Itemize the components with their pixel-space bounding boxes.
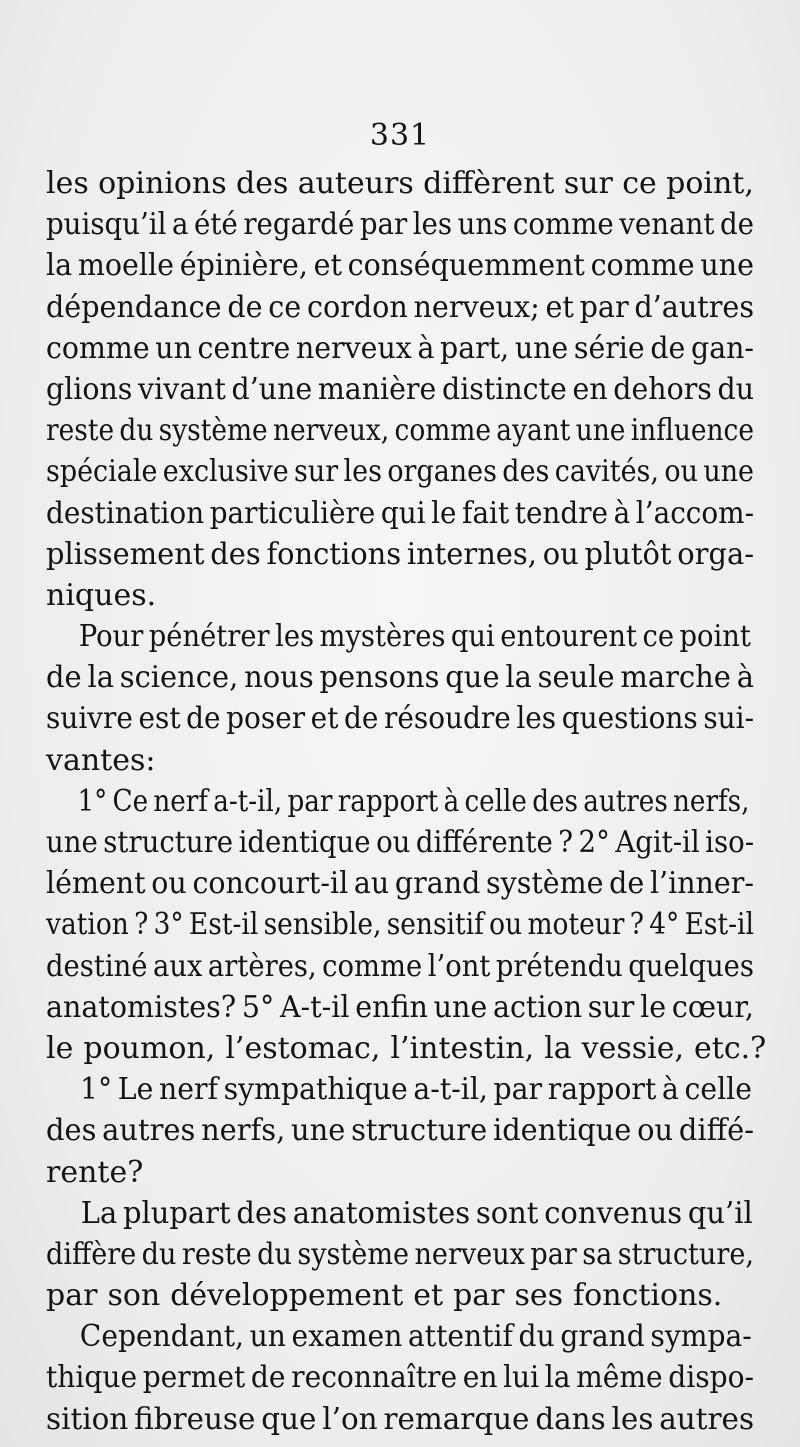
- text-line: destination particulière qui le fait tendre à l’accom-: [46, 495, 755, 531]
- text-line: plissement des fonctions internes, ou plutôt orga-: [46, 536, 754, 572]
- text-line: vation ? 3° Est-il sensible, sensitif ou moteur ? 4° Est-il: [46, 907, 754, 943]
- text-line: puisqu’il a été regardé par les uns comme venant de: [46, 207, 755, 243]
- text-line: de la science, nous pensons que la seule marche à: [46, 660, 754, 696]
- text-line: par son développement et par ses fonctions.: [46, 1278, 723, 1314]
- text-line: Cependant, un examen attentif du grand sympa-: [79, 1319, 752, 1355]
- text-line: glions vivant d’une manière distincte en dehors du: [46, 371, 755, 407]
- text-line: des autres nerfs, une structure identique ou diffé-: [46, 1113, 755, 1149]
- text-line: rente?: [46, 1154, 144, 1190]
- text-line: reste du système nerveux, comme ayant une influence: [46, 413, 754, 449]
- text-line: le poumon, l’estomac, l’intestin, la vessie, etc.?: [46, 1030, 767, 1066]
- text-line: comme un centre nerveux à part, une série de gan-: [46, 330, 755, 366]
- page-number: 331: [369, 118, 431, 153]
- text-line: thique permet de reconnaître en lui la même dispo-: [46, 1360, 755, 1396]
- text-line: 1° Le nerf sympathique a-t-il, par rapport à celle: [79, 1072, 752, 1108]
- text-line: spéciale exclusive sur les organes des cavités, ou une: [46, 454, 755, 490]
- text-line: la moelle épinière, et conséquemment comme une: [46, 248, 754, 284]
- text-line: les opinions des auteurs diffèrent sur ce point,: [46, 166, 754, 201]
- body-text: [46, 163, 767, 1440]
- text-line: vantes:: [46, 742, 156, 778]
- text-line: 1° Ce nerf a-t-il, par rapport à celle des autres nerfs,: [77, 783, 750, 819]
- text-line: La plupart des anatomistes sont convenus qu’il: [80, 1195, 753, 1231]
- text-line: Pour pénétrer les mystères qui entourent ce point: [78, 619, 751, 655]
- text-line: lément ou concourt-il au grand système de l’inner-: [46, 866, 754, 902]
- text-line: anatomistes? 5° A-t-il enfin une action sur le cœur,: [46, 989, 755, 1025]
- text-line: une structure identique ou différente ? 2° Agit-il iso-: [46, 825, 755, 860]
- text-line: destiné aux artères, comme l’ont prétendu quelques: [46, 948, 754, 984]
- text-line: suivre est de poser et de résoudre les questions sui-: [46, 701, 755, 737]
- text-line: sition fibreuse que l’on remarque dans les autres: [46, 1401, 755, 1437]
- text-line: diffère du reste du système nerveux par sa structure,: [46, 1236, 754, 1272]
- text-line: dépendance de ce cordon nerveux; et par d’autres: [46, 289, 755, 325]
- text-line: niques.: [46, 577, 157, 613]
